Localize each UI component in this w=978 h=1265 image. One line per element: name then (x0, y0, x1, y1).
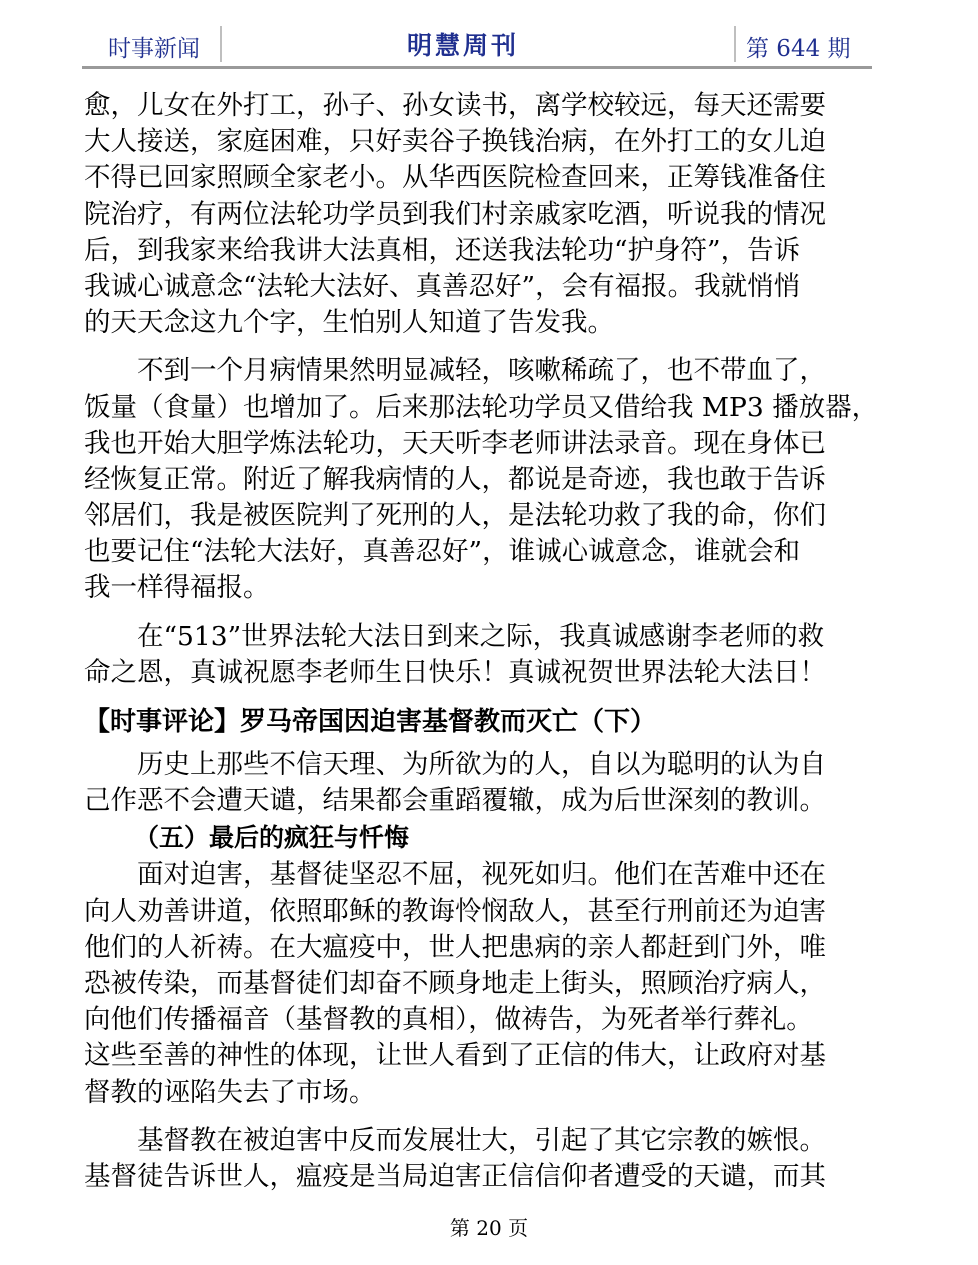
paragraph (84, 619, 870, 691)
text-line: 己作恶不会遭天谴，结果都会重蹈覆辙，成为后世深刻的教训。 (84, 785, 826, 817)
header-divider (220, 26, 222, 62)
text-line: 向他们传播福音（基督教的真相），做祷告，为死者举行葬礼。 (84, 1004, 813, 1036)
text-line: 不得已回家照顾全家老小。从华西医院检查回来，正筹钱准备住 (84, 162, 826, 194)
issue-number: 第 644 期 (746, 36, 851, 62)
text-line: 他们的人祈祷。在大瘟疫中，世人把患病的亲人都赶到门外，唯 (84, 931, 826, 963)
text-line: 也要记住“法轮大法好，真善忍好”，谁诚心诚意念，谁就会和 (84, 536, 801, 568)
paragraph (84, 857, 870, 1110)
text-line: 邻居们，我是被医院判了死刑的人，是法轮功救了我的命，你们 (84, 500, 826, 532)
text-line: 我也开始大胆学炼法轮功，天天听李老师讲法录音。现在身体已 (84, 427, 826, 459)
text-line: 愈，儿女在外打工，孙子、孙女读书，离学校较远，每天还需要 (84, 90, 826, 121)
page-header (82, 22, 872, 66)
publication-title: 明慧周刊 (407, 31, 520, 60)
text-line: 督教的诬陷失去了市场。 (84, 1076, 376, 1108)
text-line: 不到一个月病情果然明显减轻，咳嗽稀疏了，也不带血了， (84, 355, 826, 387)
text-line: 我诚心诚意念“法轮大法好、真善忍好”，会有福报。我就悄悄 (84, 270, 801, 302)
text-line: 的天天念这九个字，生怕别人知道了告发我。 (84, 307, 614, 339)
text-line: 大人接送，家庭困难，只好卖谷子换钱治病，在外打工的女儿迫 (84, 126, 826, 158)
text-line: 面对迫害，基督徒坚忍不屈，视死如归。他们在苦难中还在 (84, 859, 826, 891)
section-label: 时事新闻 (108, 36, 200, 62)
text-line: 在“513”世界法轮大法日到来之际，我真诚感谢李老师的救 (84, 620, 825, 652)
header-divider (734, 26, 736, 62)
text-line: 历史上那些不信天理、为所欲为的人，自以为聪明的认为自 (84, 749, 826, 780)
text-line: 院治疗，有两位法轮功学员到我们村亲戚家吃酒，听说我的情况 (84, 198, 826, 230)
article-heading: 【时事评论】罗马帝国因迫害基督教而灭亡（下） (84, 707, 657, 737)
text-line: 向人劝善讲道，依照耶稣的教诲怜悯敌人，甚至行刑前还为迫害 (84, 895, 826, 927)
text-line: 经恢复正常。附近了解我病情的人，都说是奇迹，我也敢于告诉 (84, 463, 826, 495)
page-number: 第 20 页 (449, 1216, 529, 1240)
section-subheading: （五）最后的疯狂与忏悔 (134, 823, 410, 853)
header-rule (82, 66, 872, 69)
text-line: 这些至善的神性的体现，让世人看到了正信的伟大，让政府对基 (84, 1040, 826, 1072)
paragraph (84, 747, 870, 819)
paragraph (84, 88, 870, 341)
text-line: 饭量（食量）也增加了。后来那法轮功学员又借给我 MP3 播放器， (84, 391, 879, 423)
paragraph (84, 1123, 870, 1195)
text-line: 我一样得福报。 (84, 572, 270, 604)
text-line: 后，到我家来给我讲大法真相，还送我法轮功“护身符”，告诉 (84, 234, 801, 266)
text-line: 基督徒告诉世人，瘟疫是当局迫害正信信仰者遭受的天谴，而其 (84, 1160, 826, 1192)
paragraph (84, 353, 879, 606)
text-line: 命之恩，真诚祝愿李老师生日快乐！真诚祝贺世界法轮大法日！ (84, 656, 826, 688)
text-line: 基督教在被迫害中反而发展壮大，引起了其它宗教的嫉恨。 (84, 1124, 826, 1156)
article-body (84, 88, 879, 1195)
text-line: 恐被传染，而基督徒们却奋不顾身地走上街头，照顾治疗病人， (84, 967, 826, 999)
